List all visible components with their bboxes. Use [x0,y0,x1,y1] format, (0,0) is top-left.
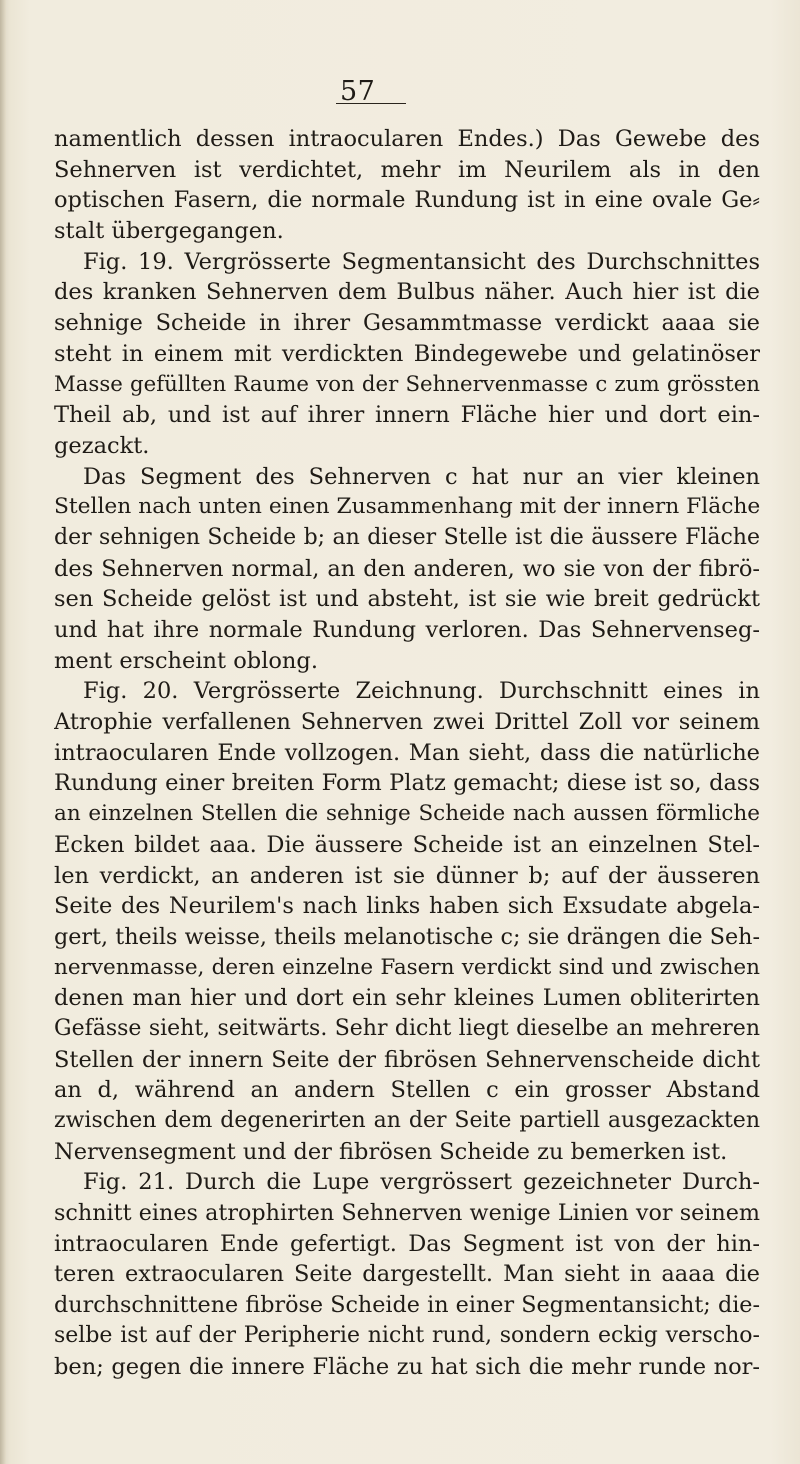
text-line: ment erscheint oblong. [54,647,318,674]
text-line: des kranken Sehnerven dem Bulbus näher. Auch hier ist die [54,279,760,306]
page-number-rule [336,103,406,104]
text-line: ben; gegen die innere Fläche zu hat sich die mehr runde nor- [54,1353,760,1380]
text-line: des Sehnerven normal, an den anderen, wo sie von der fibrö- [54,555,760,582]
text-line: Fig. 20. Vergrösserte Zeichnung. Durchschnitt eines in [83,678,760,705]
text-line: Sehnerven ist verdichtet, mehr im Neurilem als in den [54,156,760,183]
text-line: Nervensegment und der fibrösen Scheide zu bemerken ist. [54,1138,728,1165]
text-line: an einzelnen Stellen die sehnige Scheide nach aussen förmliche [54,801,760,827]
text-line: an d, während an andern Stellen c ein grosser Abstand [54,1077,760,1104]
text-line: intraocularen Ende vollzogen. Man sieht, dass die natürliche [54,739,760,766]
body-text [54,124,760,1382]
text-line: Das Segment des Sehnerven c hat nur an vier kleinen [83,463,760,490]
text-line: nervenmasse, deren einzelne Fasern verdickt sind und zwischen [54,954,760,980]
text-line: teren extraocularen Seite dargestellt. Man sieht in aaaa die [54,1261,760,1288]
text-line: Theil ab, und ist auf ihrer innern Fläche hier und dort ein- [54,402,760,429]
text-line: stalt übergegangen. [54,218,284,245]
text-line: namentlich dessen intraocularen Endes.) Das Gewebe des [54,126,760,152]
page-gutter-shadow [0,0,6,1464]
text-line: denen man hier und dort ein sehr kleines Lumen obliterirten [54,985,760,1012]
text-line: Atrophie verfallenen Sehnerven zwei Drittel Zoll vor seinem [54,709,760,736]
text-line: optischen Fasern, die normale Rundung ist in eine ovale Ge⸗ [54,187,760,214]
text-line: Rundung einer breiten Form Platz gemacht; diese ist so, dass [54,770,760,797]
text-line: intraocularen Ende gefertigt. Das Segment ist von der hin- [54,1230,760,1257]
text-line: sen Scheide gelöst ist und absteht, ist sie wie breit gedrückt [54,586,760,613]
text-line: Fig. 19. Vergrösserte Segmentansicht des Durchschnittes [83,248,760,275]
text-line: gert, theils weisse, theils melanotische c; sie drängen die Seh- [54,923,760,950]
text-line: Stellen der innern Seite der fibrösen Sehnervenscheide dicht [54,1046,760,1073]
page-number: 57 [340,76,376,107]
text-line: Gefässe sieht, seitwärts. Sehr dicht liegt dieselbe an mehreren [54,1015,760,1041]
text-line: Ecken bildet aaa. Die äussere Scheide ist an einzelnen Stel- [54,831,760,858]
text-line: der sehnigen Scheide b; an dieser Stelle ist die äussere Fläche [54,524,760,550]
text-line: Stellen nach unten einen Zusammenhang mit der innern Fläche [54,494,760,520]
text-line: durchschnittene fibröse Scheide in einer Segmentansicht; die- [54,1292,760,1319]
text-line: Masse gefüllten Raume von der Sehnervenmasse c zum grössten [54,371,760,397]
text-line: len verdickt, an anderen ist sie dünner b; auf der äusseren [54,862,760,889]
text-line: und hat ihre normale Rundung verloren. Das Sehnervenseg- [54,617,760,643]
text-line: steht in einem mit verdickten Bindegewebe und gelatinöser [54,340,760,367]
text-line: gezackt. [54,432,150,459]
text-line: zwischen dem degenerirten an der Seite partiell ausgezackten [54,1108,760,1133]
text-line: sehnige Scheide in ihrer Gesammtmasse verdickt aaaa sie [54,310,760,337]
text-line: Seite des Neurilem's nach links haben sich Exsudate abgela- [54,893,760,920]
text-line: selbe ist auf der Peripherie nicht rund, sondern eckig verscho- [54,1322,760,1348]
text-line: Fig. 21. Durch die Lupe vergrössert gezeichneter Durch- [83,1169,760,1196]
text-line: schnitt eines atrophirten Sehnerven wenige Linien vor seinem [54,1200,760,1227]
